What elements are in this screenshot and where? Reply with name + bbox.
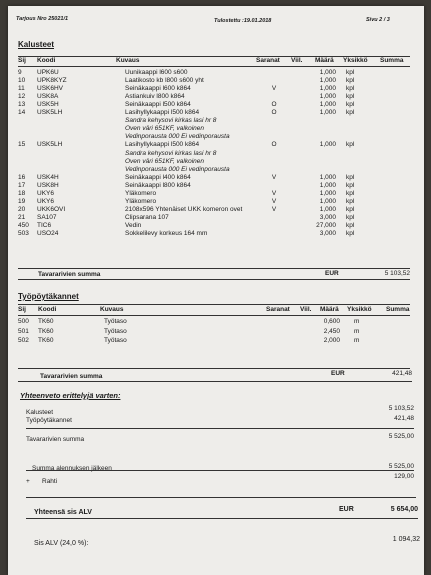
row-kuvaus: Lasihyllykaappi l500 k864	[125, 109, 200, 117]
row-koodi: SA107	[37, 213, 57, 221]
row-sij: 20	[18, 205, 26, 213]
row-yksikko: kpl	[346, 189, 355, 197]
row-kuvaus: Seinäkaappi l600 k864	[125, 85, 191, 93]
tp-row-koodi: TK60	[38, 318, 54, 325]
row-saranat: V	[271, 85, 277, 93]
row-kuvaus: Uunikaappi l600 s600	[125, 69, 188, 76]
col-saranat: Saranat	[256, 57, 280, 64]
row-kuvaus: Sokkelilevy korkeus 164 mm	[125, 230, 208, 237]
summary-tyopoyta-label: Työpöytäkannet	[26, 417, 72, 424]
row-maara: 27,000	[316, 221, 336, 229]
row-note: Vedinporausta 000 Ei vedinporausta	[125, 165, 230, 173]
row-koodi: UPK6U	[37, 69, 59, 76]
row-sij: 11	[18, 85, 25, 93]
kalusteet-total-label: Tavararivien summa	[38, 271, 101, 278]
row-yksikko: kpl	[346, 213, 355, 221]
row-koodi: USO24	[37, 230, 59, 237]
row-yksikko: kpl	[346, 109, 355, 117]
tyopoyta-total: 421,48	[392, 370, 412, 377]
vat-label: Sis ALV (24,0 %):	[34, 540, 89, 547]
row-sij: 15	[18, 141, 26, 149]
summary-discount-value: 5 525,00	[388, 463, 414, 470]
row-yksikko: kpl	[346, 221, 355, 229]
tp-row-kuvaus: Työtaso	[104, 327, 127, 335]
row-sij: 503	[18, 230, 29, 237]
tp-row-koodi: TK60	[38, 337, 54, 344]
row-yksikko: kpl	[346, 69, 355, 76]
tp-row-yksikko: m	[354, 327, 360, 335]
row-maara: 1,000	[319, 77, 336, 85]
row-saranat: O	[271, 141, 277, 149]
row-note: Sandra kehysovi kirkas lasi hr 8	[125, 149, 217, 157]
row-note: Oven väri 651KF, valkoinen	[125, 125, 205, 133]
row-maara: 1,000	[319, 69, 336, 76]
tp-row-sij: 501	[18, 327, 29, 335]
col-kuvaus: Kuvaus	[116, 57, 140, 64]
grand-total-label: Yhteensä sis ALV	[34, 509, 92, 516]
row-kuvaus: 2108x596 Yhtenäiset UKK komeron ovet	[125, 205, 243, 213]
row-kuvaus: Lasihyllykaappi l500 k864	[125, 141, 200, 149]
row-maara: 1,000	[319, 205, 336, 213]
row-maara: 1,000	[319, 141, 336, 149]
row-yksikko: kpl	[346, 93, 355, 101]
section-title-tyopoyta: Työpöytäkannet	[18, 292, 79, 301]
col-sij: Sij	[18, 57, 26, 64]
row-koodi: UPK8KYZ	[37, 77, 67, 85]
row-saranat: V	[271, 197, 277, 205]
row-kuvaus: Laatikosto kb l800 s600 yht	[125, 77, 204, 85]
row-koodi: USK6HV	[37, 85, 64, 93]
grand-total-value: 5 654,00	[390, 506, 418, 513]
tp-row-yksikko: m	[354, 337, 360, 344]
tyopoyta-currency: EUR	[331, 370, 345, 377]
row-sij: 10	[18, 77, 26, 85]
row-maara: 1,000	[319, 85, 336, 93]
summary-sum-value: 5 525,00	[388, 433, 414, 440]
summary-plus: +	[26, 478, 30, 485]
row-yksikko: kpl	[346, 85, 355, 93]
document-page	[8, 6, 424, 575]
tp-col-yksikko: Yksikkö	[347, 306, 372, 313]
row-yksikko: kpl	[346, 101, 355, 109]
row-kuvaus: Seinäkaappi l500 k864	[125, 101, 191, 109]
summary-sum-label: Tavararivien summa	[26, 436, 85, 443]
tp-col-maara: Määrä	[320, 306, 339, 313]
kalusteet-currency: EUR	[325, 270, 339, 277]
row-koodi: USK5LH	[37, 141, 63, 149]
col-koodi: Koodi	[37, 57, 56, 64]
row-sij: 14	[18, 109, 26, 117]
row-sij: 450	[18, 221, 29, 229]
summary-kalusteet-label: Kalusteet	[26, 409, 54, 416]
row-saranat: V	[271, 173, 277, 181]
row-note: Oven väri 651KF, valkoinen	[125, 157, 205, 165]
tp-col-kuvaus: Kuvaus	[100, 306, 124, 313]
summary-rahti-label: Rahti	[42, 478, 58, 485]
row-saranat: V	[271, 189, 277, 197]
tp-row-sij: 502	[18, 337, 29, 344]
row-note: Sandra kehysovi kirkas lasi hr 8	[125, 117, 217, 125]
tp-col-koodi: Koodi	[38, 306, 57, 313]
tp-row-kuvaus: Työtaso	[104, 337, 127, 344]
tp-col-summa: Summa	[386, 306, 410, 313]
row-maara: 1,000	[319, 173, 336, 181]
row-sij: 16	[18, 173, 26, 181]
page-number: Sivu 2 / 3	[366, 17, 390, 23]
row-yksikko: kpl	[346, 173, 355, 181]
offer-number: Tarjous Nro 25021/1	[16, 16, 69, 22]
row-maara: 1,000	[319, 197, 336, 205]
summary-discount-label: Summa alennuksen jälkeen	[32, 465, 112, 472]
tp-row-koodi: TK60	[38, 327, 54, 335]
row-yksikko: kpl	[346, 77, 355, 85]
summary-rahti-value: 129,00	[394, 473, 414, 480]
row-kuvaus: Clipsarana 107	[125, 213, 169, 221]
col-summa: Summa	[380, 57, 404, 64]
row-kuvaus: Yläkomero	[125, 189, 157, 197]
row-yksikko: kpl	[346, 141, 355, 149]
row-sij: 13	[18, 101, 26, 109]
summary-tyopoyta-value: 421,48	[394, 415, 414, 422]
tp-row-maara: 2,450	[323, 327, 340, 335]
vat-value: 1 094,32	[392, 536, 420, 543]
row-note: Vedinporausta 000 Ei vedinporausta	[125, 133, 230, 141]
row-sij: 17	[18, 181, 26, 189]
print-date: Tulostettu :19.01.2018	[214, 18, 272, 24]
tp-col-saranat: Saranat	[266, 306, 290, 313]
row-maara: 3,000	[319, 213, 336, 221]
row-kuvaus: Vedin	[125, 221, 142, 229]
row-koodi: TIC6	[37, 221, 52, 229]
row-maara: 3,000	[319, 230, 336, 237]
row-koodi: USK8H	[37, 181, 59, 189]
tp-col-viil: Viil.	[300, 306, 312, 313]
row-sij: 19	[18, 197, 26, 205]
row-kuvaus: Astiankuiv l800 k864	[125, 93, 185, 101]
tp-row-maara: 0,600	[323, 318, 340, 325]
row-yksikko: kpl	[346, 197, 355, 205]
tyopoyta-total-label: Tavararivien summa	[40, 373, 103, 380]
row-saranat: V	[271, 205, 277, 213]
row-koodi: USK5H	[37, 101, 59, 109]
row-saranat: O	[271, 109, 277, 117]
row-maara: 1,000	[319, 181, 336, 189]
col-maara: Määrä	[315, 57, 334, 64]
row-maara: 1,000	[319, 189, 336, 197]
row-saranat: O	[271, 101, 277, 109]
row-kuvaus: Seinäkaappi l800 k864	[125, 181, 191, 189]
row-sij: 18	[18, 189, 26, 197]
row-koodi: UKK6OVI	[37, 205, 66, 213]
col-yksikko: Yksikkö	[343, 57, 368, 64]
row-maara: 1,000	[319, 109, 336, 117]
section-title-kalusteet: Kalusteet	[18, 40, 55, 49]
row-maara: 1,000	[319, 101, 336, 109]
row-yksikko: kpl	[346, 230, 355, 237]
summary-title: Yhteenveto erittelyjä varten:	[20, 391, 121, 400]
row-koodi: UKY6	[37, 189, 54, 197]
row-koodi: USK5LH	[37, 109, 63, 117]
row-sij: 21	[18, 213, 26, 221]
row-yksikko: kpl	[346, 205, 355, 213]
row-yksikko: kpl	[346, 181, 355, 189]
row-koodi: USK4H	[37, 173, 59, 181]
row-kuvaus: Seinäkaappi l400 k864	[125, 173, 191, 181]
tp-row-sij: 500	[18, 318, 29, 325]
kalusteet-total: 5 103,52	[384, 270, 410, 277]
row-kuvaus: Yläkomero	[125, 197, 157, 205]
tp-row-kuvaus: Työtaso	[104, 318, 127, 325]
row-koodi: USK8A	[37, 93, 59, 101]
grand-total-currency: EUR	[339, 506, 354, 513]
row-koodi: UKY6	[37, 197, 54, 205]
tp-row-yksikko: m	[354, 318, 360, 325]
row-sij: 9	[18, 69, 22, 76]
row-maara: 1,000	[319, 93, 336, 101]
row-sij: 12	[18, 93, 26, 101]
col-viil: Viil.	[291, 57, 303, 64]
tp-row-maara: 2,000	[323, 337, 340, 344]
summary-kalusteet-value: 5 103,52	[388, 405, 414, 412]
tp-col-sij: Sij	[18, 306, 26, 313]
